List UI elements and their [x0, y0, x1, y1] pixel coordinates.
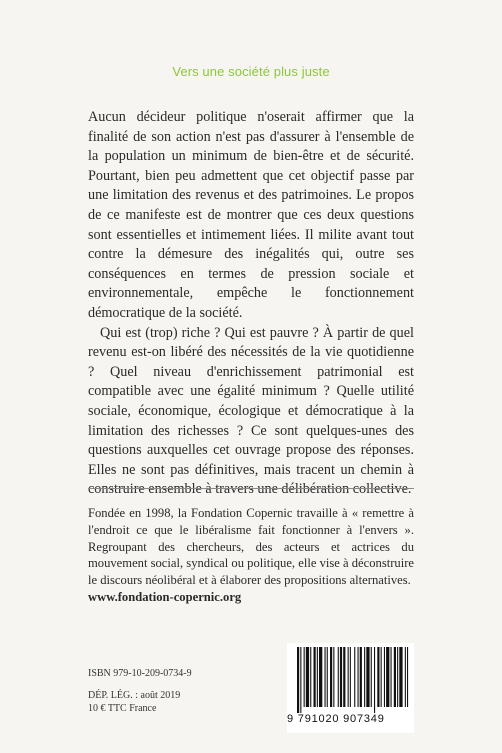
publisher-description: Fondée en 1998, la Fondation Copernic travaille à « remettre à l'endroit ce que le libéralisme fait fonctionner à l'envers ». Regroupant des chercheurs, des acteurs et actrices du mouvement social, syndical ou politique, elle vise à déconstruire le discours néolibéral et à élaborer des propositions alternatives. [88, 506, 414, 588]
isbn-barcode [287, 643, 414, 733]
price-label: 10 € TTC France [88, 703, 157, 714]
section-divider [88, 488, 414, 489]
publisher-url: www.fondation-copernic.org [88, 589, 242, 604]
cover-title: Vers une société plus juste [172, 64, 330, 79]
blurb [88, 108, 414, 500]
barcode-digits: 9 791020 907349 [287, 713, 385, 725]
barcode-bars-icon [287, 643, 414, 713]
blurb-paragraph-2: Qui est (trop) riche ? Qui est pauvre ? À partir de quel revenu est-on libéré des nécessités de la vie quotidienne ? Quel niveau d'enrichissement patrimonial est compatible avec une égalité minimum ? Quelle utilité sociale, économique, écologique et démocratique à la limitation des richesses ? Ce sont quelques-unes des questions auxquelles cet ouvrage propose des réponses. Elles ne sont pas définitives, mais tracent un chemin à construire ensemble à travers une délibération collective. [88, 324, 414, 498]
publication-info [88, 667, 192, 715]
publisher-about [88, 505, 414, 606]
blurb-paragraph-1: Aucun décideur politique n'oserait affirmer que la finalité de son action n'est pas d'assurer à l'ensemble de la population un minimum de bien-être et de sécurité. Pourtant, bien peu admettent que cet objectif passe par une limitation des revenus et des patrimoines. Le propos de ce manifeste est de montrer que ces deux questions sont essentielles et intimement liées. Il milite avant tout contre la démesure des inégalités qui, outre ses conséquences en termes de pression sociale et environnementale, empêche le fonctionnement démocratique de la société. [88, 109, 414, 321]
legal-deposit: DÉP. LÉG. : août 2019 [88, 690, 181, 701]
isbn-label: ISBN 979-10-209-0734-9 [88, 668, 192, 679]
